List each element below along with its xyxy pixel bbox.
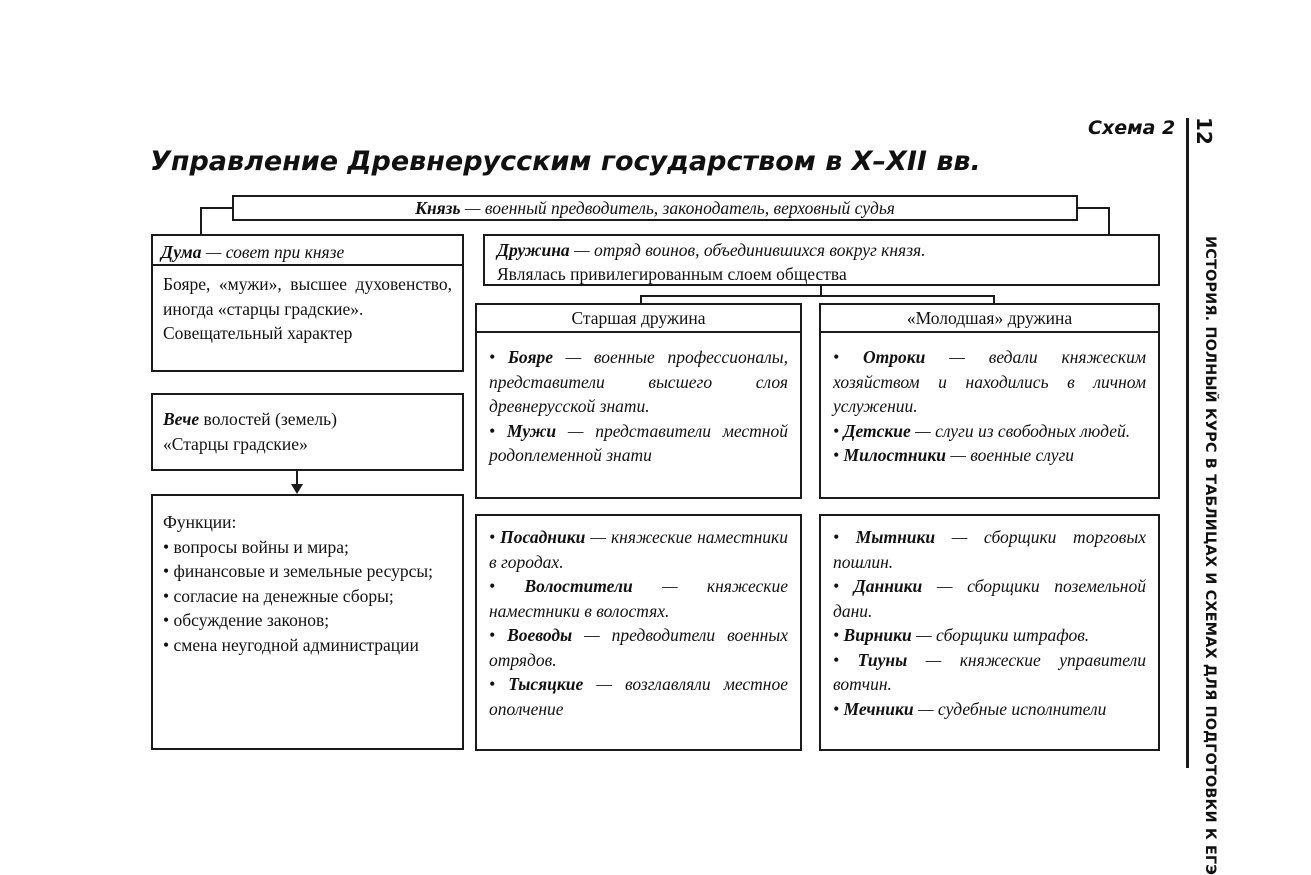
bullet: • (833, 698, 844, 719)
bullet: • (833, 420, 844, 441)
item-term: Вирники (843, 625, 912, 645)
item-desc: — предводители военных отрядов. (489, 625, 788, 670)
functions-list (163, 535, 452, 658)
duma-header-line (161, 242, 344, 262)
schema-label: Схема 2 (1088, 117, 1176, 139)
list-item (833, 345, 1146, 419)
item-term: Милостники (843, 445, 946, 465)
bullet: • (489, 420, 507, 441)
item-desc: — сборщики штрафов. (911, 625, 1090, 645)
list-item (833, 525, 1146, 574)
item-term: Детские (843, 420, 911, 441)
junior-offices-box (819, 514, 1160, 751)
list-item (833, 574, 1146, 623)
list-item (833, 419, 1146, 444)
veche-desc: волостей (земель) (199, 409, 337, 429)
bullet: • (489, 674, 509, 694)
connector-prince-left-h (200, 207, 233, 209)
bullet: • (489, 347, 508, 367)
function-item: • вопросы войны и мира; (163, 536, 349, 557)
junior-members-list (833, 345, 1146, 468)
item-desc: — военные профессионалы, представители высшего слоя древнерусской знати. (489, 347, 788, 416)
function-item: • согласие на денежные сборы; (163, 585, 394, 606)
item-term: Мытники (855, 527, 936, 547)
bullet: • (489, 625, 508, 645)
list-item (489, 345, 788, 419)
item-term: Данники (853, 576, 923, 596)
item-desc: — судебные исполнители (913, 698, 1107, 719)
margin-rule (1186, 118, 1189, 768)
druzhina-term: Дружина (497, 240, 570, 260)
bullet: • (833, 625, 844, 645)
item-desc: — представители местной родоплеменной знати (489, 420, 788, 465)
function-item: • финансовые и земельные ресурсы; (163, 561, 434, 581)
senior-title-box (475, 303, 802, 333)
item-term: Отроки (863, 347, 926, 367)
item-term: Тысяцкие (508, 674, 584, 694)
function-item: • смена неугодной администрации (163, 634, 419, 655)
item-desc: — слуги из свободных людей. (910, 420, 1131, 441)
bullet: • (489, 576, 525, 596)
list-item (833, 443, 1146, 468)
bullet: • (833, 445, 844, 465)
bullet: • (833, 649, 858, 670)
duma-body-text: Бояре, «мужи», высшее духовенство, иногда «старцы градские». (163, 274, 452, 319)
item-desc: — сборщики поземельной дани. (833, 576, 1146, 621)
book-side-title: ИСТОРИЯ. ПОЛНЫЙ КУРС В ТАБЛИЦАХ И СХЕМАХ ДЛЯ ПОДГОТОВКИ К ЕГЭ (1202, 236, 1218, 875)
item-desc: — возглавляли местное ополчение (489, 674, 788, 719)
connector-prince-right-v (1108, 207, 1110, 234)
list-item (833, 697, 1146, 722)
druzhina-box (483, 234, 1160, 286)
prince-term: Князь (415, 198, 461, 218)
page-title: Управление Древнерусским государством в X–XII вв. (150, 146, 981, 177)
list-item (489, 574, 788, 623)
connector-prince-right-h (1077, 207, 1110, 209)
item-desc: — княжеские наместники в городах. (489, 527, 788, 572)
functions-title: Функции: (163, 512, 237, 532)
prince-box (232, 195, 1078, 221)
druzhina-desc: — отряд воинов, объединившихся вокруг князя. (569, 240, 926, 260)
senior-offices-box (475, 514, 802, 751)
bullet: • (833, 347, 864, 367)
bullet: • (833, 576, 854, 596)
page-number: 12 (1192, 117, 1216, 145)
item-term: Тиуны (857, 649, 908, 670)
connector-druzhina-split-h (640, 295, 994, 297)
junior-offices-list (833, 525, 1146, 721)
function-item: • обсуждение законов; (163, 610, 330, 630)
duma-term: Дума (161, 242, 202, 262)
item-term: Воеводы (507, 625, 573, 645)
item-term: Мечники (843, 698, 914, 719)
list-item (833, 623, 1146, 648)
item-term: Волостители (524, 576, 633, 596)
duma-header (151, 234, 464, 266)
item-desc: — княжеские управители вотчин. (833, 649, 1146, 694)
junior-title-box (819, 303, 1160, 333)
veche-box (151, 393, 464, 471)
druzhina-line1 (497, 238, 1146, 262)
bullet: • (489, 527, 501, 547)
senior-title: Старшая дружина (571, 307, 706, 328)
veche-line1 (163, 407, 452, 432)
junior-title: «Молодшая» дружина (906, 307, 1073, 328)
duma-desc: — совет при князе (201, 242, 345, 262)
functions-box (151, 494, 464, 750)
senior-offices-list (489, 525, 788, 721)
duma-body (151, 264, 464, 372)
druzhina-line2: Являлась привилегированным слоем общества (497, 264, 847, 284)
item-desc: — сборщики торговых пошлин. (833, 527, 1146, 572)
item-desc: — княжеские наместники в волостях. (489, 576, 788, 621)
item-term: Посадники (500, 527, 586, 547)
list-item (489, 419, 788, 468)
veche-term: Вече (163, 409, 200, 429)
item-term: Бояре (507, 347, 553, 367)
arrow-down-icon (291, 484, 303, 494)
prince-desc: — военный предводитель, законодатель, верховный судья (460, 198, 895, 218)
item-desc: — ведали княжеским хозяйством и находились в личном услужении. (833, 347, 1146, 416)
senior-members-box (475, 331, 802, 499)
connector-prince-left-v (200, 207, 202, 234)
list-item (489, 525, 788, 574)
list-item (489, 672, 788, 721)
bullet: • (833, 527, 856, 547)
prince-line (415, 198, 895, 218)
duma-character: Совещательный характер (163, 323, 353, 343)
list-item (833, 648, 1146, 697)
item-term: Мужи (506, 420, 557, 441)
junior-members-box (819, 331, 1160, 499)
veche-line2: «Старцы градские» (163, 433, 308, 454)
item-desc: — военные слуги (945, 445, 1075, 465)
list-item (489, 623, 788, 672)
senior-members-list (489, 345, 788, 468)
